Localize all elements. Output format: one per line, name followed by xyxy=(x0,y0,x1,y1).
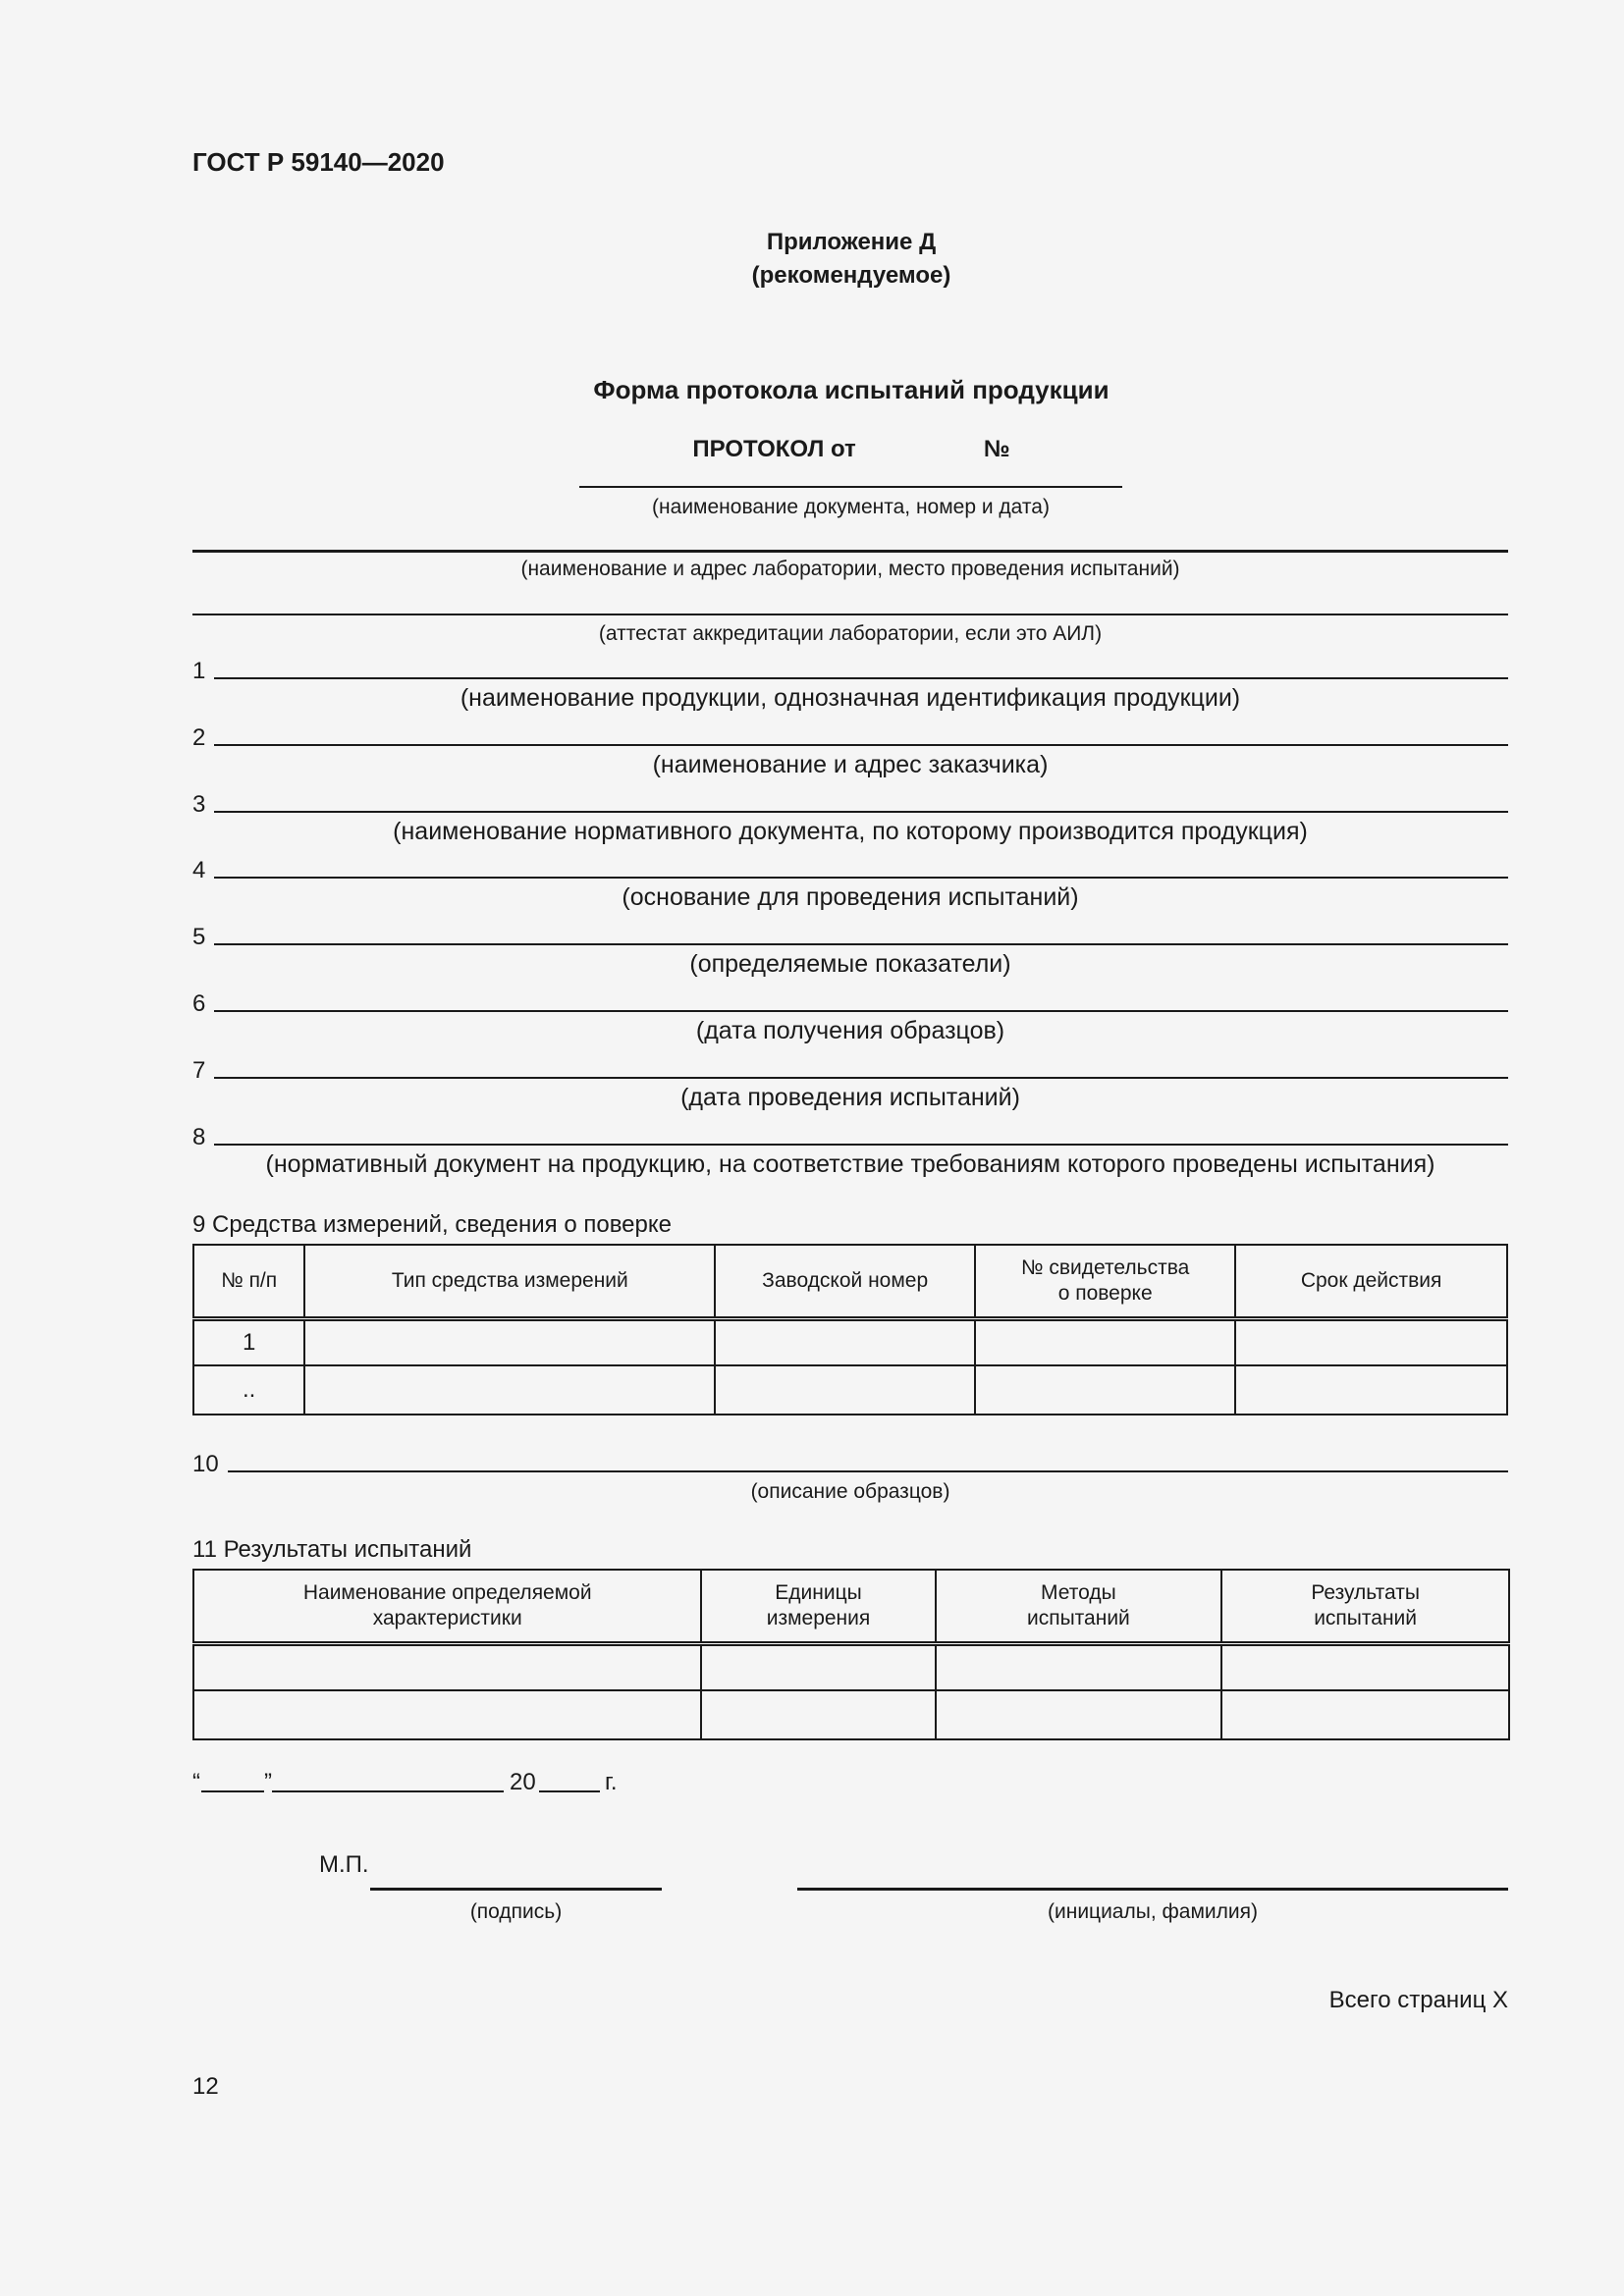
table-cell: 1 xyxy=(193,1318,304,1365)
item-caption: (дата получения образцов) xyxy=(695,1017,1005,1044)
date-day-line xyxy=(201,1790,264,1792)
protocol-number-sign: № xyxy=(983,436,1010,462)
item-line xyxy=(214,877,1508,879)
signature-caption: (подпись) xyxy=(469,1900,563,1923)
item-number: 8 xyxy=(192,1124,206,1150)
table-cell xyxy=(193,1643,701,1690)
total-pages: Всего страниц X xyxy=(1328,1987,1508,2013)
protocol-label: ПРОТОКОЛ от xyxy=(692,436,856,462)
item-line xyxy=(214,1144,1508,1146)
section9-title: 9 Средства измерений, сведения о поверке xyxy=(192,1211,672,1238)
table-cell xyxy=(975,1318,1235,1365)
item-number: 10 xyxy=(192,1451,219,1477)
table-row xyxy=(193,1318,1507,1365)
item-line xyxy=(214,943,1508,945)
header-line: испытаний xyxy=(1026,1606,1130,1629)
header-line: Результаты xyxy=(1311,1580,1420,1604)
appendix-heading xyxy=(0,226,1624,293)
item-caption: (наименование продукции, однозначная идентификация продукции) xyxy=(460,684,1241,712)
item-number: 7 xyxy=(192,1057,206,1084)
table-cell xyxy=(1221,1643,1509,1690)
date-close-quote: ” xyxy=(264,1769,272,1795)
item-number: 2 xyxy=(192,724,206,751)
appendix-title: Приложение Д xyxy=(766,229,937,255)
item-caption: (нормативный документ на продукцию, на соответствие требованиям которого проведены испытания) xyxy=(265,1150,1435,1178)
item-caption: (описание образцов) xyxy=(750,1480,950,1503)
date-open-quote: “ xyxy=(192,1769,200,1795)
column-header: Тип средства измерений xyxy=(304,1245,715,1318)
item-number: 1 xyxy=(192,658,206,684)
page-number: 12 xyxy=(192,2073,219,2100)
table-cell xyxy=(304,1318,715,1365)
column-header: № п/п xyxy=(193,1245,304,1318)
header-line: о поверке xyxy=(1057,1281,1153,1305)
item-line xyxy=(214,811,1508,813)
header-line: Наименование определяемой xyxy=(302,1580,592,1604)
table-cell xyxy=(1235,1365,1507,1415)
date-year-prefix: 20 xyxy=(510,1769,536,1795)
table-header-row xyxy=(193,1245,1507,1318)
item-number: 3 xyxy=(192,791,206,818)
header-line: измерения xyxy=(766,1606,871,1629)
table-header-row xyxy=(193,1570,1509,1643)
item-caption: (дата проведения испытаний) xyxy=(680,1084,1020,1111)
table-cell xyxy=(193,1690,701,1739)
column-header xyxy=(975,1245,1235,1318)
appendix-status: (рекомендуемое) xyxy=(751,262,951,289)
item-line xyxy=(214,744,1508,746)
item-caption: (наименование и адрес заказчика) xyxy=(652,751,1049,778)
item-line xyxy=(214,1077,1508,1079)
item-number: 6 xyxy=(192,990,206,1017)
accreditation-caption: (аттестат аккредитации лаборатории, если это АИЛ) xyxy=(598,622,1103,645)
accreditation-line xyxy=(192,614,1508,615)
header-line: Единицы xyxy=(775,1580,862,1604)
table-cell xyxy=(1221,1690,1509,1739)
item-number: 4 xyxy=(192,857,206,883)
table-cell xyxy=(975,1365,1235,1415)
form-title: Форма протокола испытаний продукции xyxy=(593,375,1110,404)
protocol-caption: (наименование документа, номер и дата) xyxy=(652,496,1050,518)
header-line: характеристики xyxy=(372,1606,522,1629)
stamp-label: М.П. xyxy=(319,1851,369,1878)
table-row xyxy=(193,1643,1509,1690)
date-year-suffix: г. xyxy=(605,1769,618,1795)
protocol-line xyxy=(579,486,1122,488)
column-header xyxy=(936,1570,1222,1643)
item-number: 5 xyxy=(192,924,206,950)
item-line xyxy=(214,1010,1508,1012)
header-line: № свидетельства xyxy=(1021,1255,1190,1279)
table-cell xyxy=(304,1365,715,1415)
table-row xyxy=(193,1690,1509,1739)
standard-code: ГОСТ Р 59140—2020 xyxy=(192,147,445,177)
name-line xyxy=(797,1888,1508,1891)
item-caption: (определяемые показатели) xyxy=(689,950,1011,978)
header-line: испытаний xyxy=(1314,1606,1418,1629)
column-header xyxy=(701,1570,935,1643)
header-line: Методы xyxy=(1041,1580,1116,1604)
table-row xyxy=(193,1365,1507,1415)
section11-title: 11 Результаты испытаний xyxy=(192,1536,472,1563)
table-cell xyxy=(936,1643,1222,1690)
signature-line xyxy=(370,1888,662,1891)
column-header xyxy=(193,1570,701,1643)
lab-line xyxy=(192,550,1508,553)
lab-caption: (наименование и адрес лаборатории, место проведения испытаний) xyxy=(520,558,1180,580)
item-caption: (наименование нормативного документа, по которому производится продукция) xyxy=(393,818,1308,845)
table-cell xyxy=(701,1643,935,1690)
column-header: Заводской номер xyxy=(715,1245,975,1318)
table-cell xyxy=(701,1690,935,1739)
test-results-table xyxy=(192,1569,1510,1740)
date-year-line xyxy=(539,1790,600,1792)
measuring-instruments-table xyxy=(192,1244,1508,1415)
table-cell: .. xyxy=(193,1365,304,1415)
date-month-line xyxy=(272,1790,504,1792)
name-caption: (инициалы, фамилия) xyxy=(1048,1900,1258,1923)
item-caption: (основание для проведения испытаний) xyxy=(622,883,1079,911)
item-line xyxy=(228,1470,1508,1472)
table-cell xyxy=(1235,1318,1507,1365)
column-header: Срок действия xyxy=(1235,1245,1507,1318)
item-line xyxy=(214,677,1508,679)
protocol-heading xyxy=(0,436,1624,463)
table-cell xyxy=(715,1365,975,1415)
column-header xyxy=(1221,1570,1509,1643)
table-cell xyxy=(715,1318,975,1365)
table-cell xyxy=(936,1690,1222,1739)
